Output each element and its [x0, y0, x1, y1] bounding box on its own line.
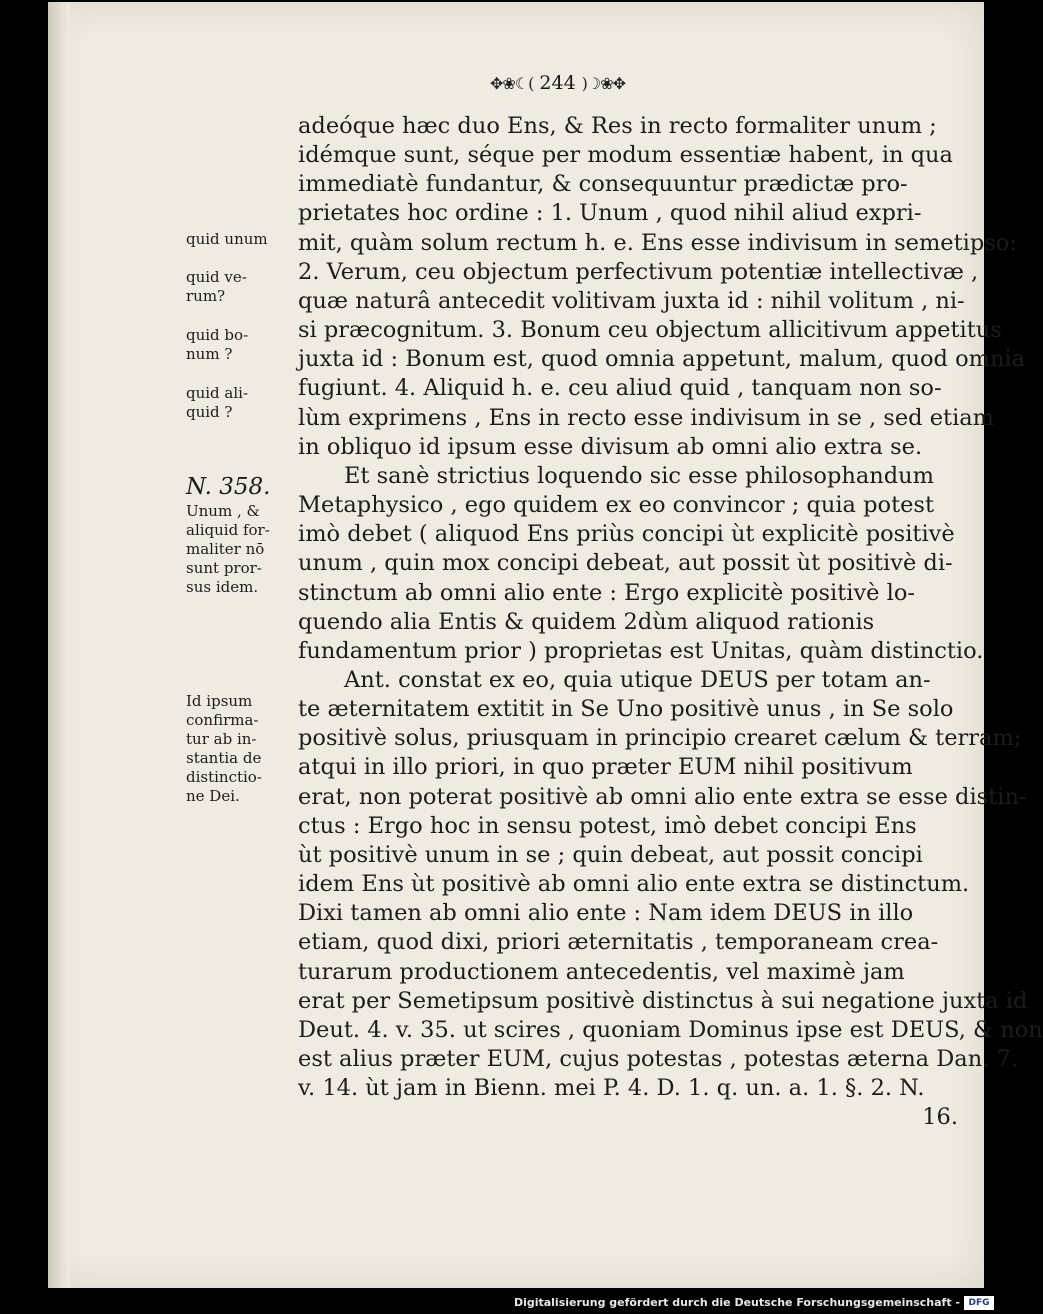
- margin-note: [186, 692, 296, 806]
- text-line: Metaphysico , ego quidem ex eo convincor ; quia potest: [298, 492, 935, 519]
- text-line: juxta id : Bonum est, quod omnia appetunt, malum, quod omnia: [298, 346, 1026, 373]
- margin-note-line: tur ab in-: [186, 730, 257, 748]
- margin-note-line: quid ali-: [186, 384, 249, 402]
- text-line: fugiunt. 4. Aliquid h. e. ceu aliud quid , tanquam non so-: [298, 375, 942, 402]
- text-line: v. 14. ùt jam in Bienn. mei P. 4. D. 1. q. un. a. 1. §. 2. N.: [298, 1075, 925, 1102]
- margin-note-line: maliter nō: [186, 540, 265, 558]
- text-line: atqui in illo priori, in quo præter EUM nihil positivum: [298, 754, 913, 781]
- text-line: prietates hoc ordine : 1. Unum , quod nihil aliud expri-: [298, 200, 922, 227]
- text-line: 16.: [922, 1104, 958, 1131]
- margin-note: [186, 384, 296, 422]
- text-line: turarum productionem antecedentis, vel maximè jam: [298, 958, 905, 985]
- margin-note: [186, 268, 296, 306]
- text-line: erat per Semetipsum positivè distinctus à sui negatione juxta id: [298, 987, 1028, 1014]
- text-line: unum , quin mox concipi debeat, aut possit ùt positivè di-: [298, 550, 953, 577]
- page-header: [490, 72, 625, 94]
- text-line: ctus : Ergo hoc in sensu potest, imò debet concipi Ens: [298, 812, 917, 839]
- text-line: quæ naturâ antecedit volitivam juxta id : nihil volitum , ni-: [298, 287, 965, 314]
- left-ornament: ✥❀☾(: [490, 73, 534, 93]
- text-line: Ant. constat ex eo, quia utique DEUS per totam an-: [344, 666, 931, 693]
- text-line: idem Ens ùt positivè ab omni alio ente extra se distinctum.: [298, 871, 970, 898]
- text-line: stinctum ab omni alio ente : Ergo explicitè positivè lo-: [298, 579, 915, 606]
- margin-note-line: aliquid for-: [186, 521, 270, 539]
- text-line: Dixi tamen ab omni alio ente : Nam idem DEUS in illo: [298, 900, 914, 927]
- text-line: immediatè fundantur, & consequuntur prædictæ pro-: [298, 171, 908, 198]
- margin-note-heading: N. 358.: [186, 474, 271, 500]
- margin-note-line: stantia de: [186, 749, 262, 767]
- text-line: positivè solus, priusquam in principio crearet cælum & terram;: [298, 725, 1022, 752]
- text-line: Et sanè strictius loquendo sic esse philosophandum: [344, 462, 934, 489]
- margin-note-line: quid ?: [186, 403, 233, 421]
- text-line: quendo alia Entis & quidem 2dùm aliquod rationis: [298, 608, 875, 635]
- text-line: mit, quàm solum rectum h. e. Ens esse indivisum in semetipso:: [298, 229, 1017, 256]
- margin-note-line: distinctio-: [186, 768, 262, 786]
- margin-note-line: quid bo-: [186, 326, 249, 344]
- footer-bar: [0, 1294, 1000, 1314]
- right-ornament: )☽❀✥: [581, 73, 626, 93]
- text-line: adeóque hæc duo Ens, & Res in recto formaliter unum ;: [298, 113, 937, 139]
- page-number: 244: [539, 72, 576, 94]
- text-line: in obliquo id ipsum esse divisum ab omni alio extra se.: [298, 433, 923, 460]
- text-line: lùm exprimens , Ens in recto esse indivisum in se , sed etiam: [298, 404, 995, 431]
- text-line: Deut. 4. v. 35. ut scires , quoniam Dominus ipse est DEUS, & non: [298, 1016, 1043, 1043]
- margin-note-line: Id ipsum: [186, 692, 253, 710]
- margin-note-line: confirma-: [186, 711, 259, 729]
- dfg-logo: DFG: [964, 1296, 994, 1310]
- text-line: etiam, quod dixi, priori æternitatis , temporaneam crea-: [298, 929, 939, 956]
- margin-note: [186, 230, 296, 249]
- footer-credit: Digitalisierung gefördert durch die Deutsche Forschungsgemeinschaft -: [513, 1296, 960, 1309]
- text-line: te æternitatem extitit in Se Uno positivè unus , in Se solo: [298, 696, 954, 723]
- text-line: imò debet ( aliquod Ens priùs concipi ùt explicitè positivè: [298, 521, 955, 548]
- margin-note-line: quid ve-: [186, 268, 247, 286]
- margin-note-line: sus idem.: [186, 578, 259, 596]
- text-line: fundamentum prior ) proprietas est Unitas, quàm distinctio.: [298, 637, 984, 664]
- margin-note: [186, 326, 296, 364]
- page-gutter-shadow: [48, 2, 70, 1288]
- text-line: idémque sunt, séque per modum essentiæ habent, in qua: [298, 142, 953, 169]
- text-line: 2. Verum, ceu objectum perfectivum potentiæ intellectivæ ,: [298, 258, 979, 285]
- margin-note: [186, 472, 296, 597]
- margin-note-line: rum?: [186, 287, 226, 305]
- margin-note-line: Unum , &: [186, 502, 260, 520]
- text-line: ùt positivè unum in se ; quin debeat, aut possit concipi: [298, 841, 923, 868]
- main-text-block: [298, 112, 1043, 1132]
- margin-note-line: ne Dei.: [186, 787, 240, 805]
- margin-note-line: quid unum: [186, 230, 268, 248]
- text-line: est alius præter EUM, cujus potestas , potestas æterna Dan. 7.: [298, 1046, 1018, 1072]
- text-line: erat, non poterat positivè ab omni alio ente extra se esse distin-: [298, 783, 1027, 810]
- text-line: si præcognitum. 3. Bonum ceu objectum allicitivum appetitus: [298, 317, 1002, 344]
- margin-note-line: num ?: [186, 345, 233, 363]
- margin-note-line: sunt pror-: [186, 559, 262, 577]
